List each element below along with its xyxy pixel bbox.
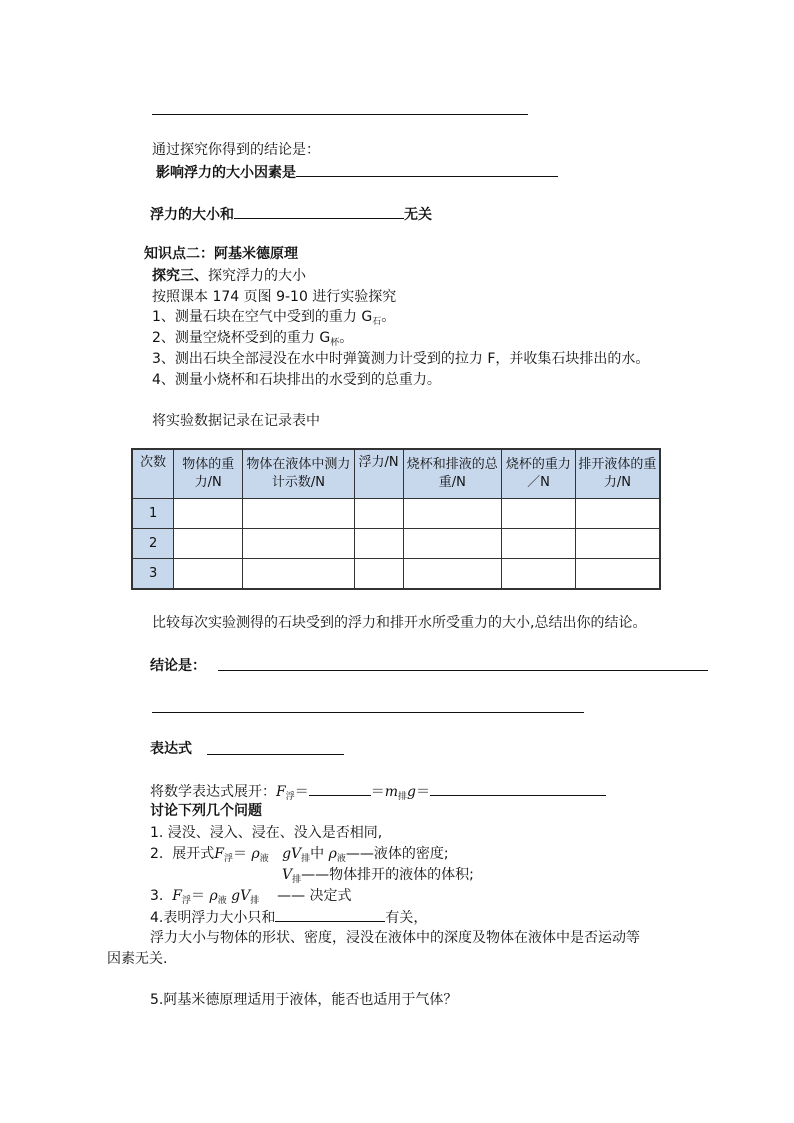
inquiry-title: 探究浮力的大小: [208, 268, 306, 284]
conclusion-blank[interactable]: [218, 670, 708, 671]
paragraph-line-2: 因素无关.: [107, 951, 168, 967]
record-prompt: 将实验数据记录在记录表中: [152, 413, 320, 429]
question-3: 3. $F_浮= \rho_液$ $gV_排$ —— 决定式: [150, 888, 352, 906]
question-2-line-2: $V_排——$物体排开的液体的体积;: [282, 867, 474, 885]
table-row: [132, 529, 660, 559]
data-cell[interactable]: [403, 559, 502, 590]
header-cell: 物体的重力/N: [174, 449, 243, 499]
compare-text: 比较每次实验测得的石块受到的浮力和排开水所受重力的大小,总结出你的结论。: [152, 615, 647, 631]
table-row: [132, 499, 660, 529]
header-cell: 烧杯和排液的总重/N: [403, 449, 502, 499]
data-cell[interactable]: [243, 499, 355, 529]
expression-label: 表达式: [150, 741, 192, 757]
inquiry-heading: [152, 265, 306, 285]
table-header-row: [132, 449, 660, 499]
header-cell: 烧杯的重力／N: [502, 449, 576, 499]
data-cell[interactable]: [575, 559, 660, 590]
data-cell[interactable]: [354, 529, 403, 559]
expression-blank[interactable]: [207, 754, 344, 755]
data-cell[interactable]: [243, 529, 355, 559]
row-index: 1: [132, 499, 174, 529]
instruction: 按照课本 174 页图 9-10 进行实验探究: [152, 289, 397, 305]
data-cell[interactable]: [575, 499, 660, 529]
data-cell[interactable]: [502, 499, 576, 529]
factor-label: 影响浮力的大小因素是: [156, 165, 296, 181]
header-cell: 排开液体的重力/N: [575, 449, 660, 499]
data-cell[interactable]: [354, 499, 403, 529]
conclusion-label: 结论是：: [150, 658, 206, 674]
data-cell[interactable]: [502, 559, 576, 590]
data-cell[interactable]: [403, 499, 502, 529]
buoy-prefix: 浮力的大小和: [150, 207, 234, 223]
data-cell[interactable]: [354, 559, 403, 590]
data-cell[interactable]: [403, 529, 502, 559]
discuss-title: 讨论下列几个问题: [150, 803, 262, 819]
buoy-blank[interactable]: [234, 203, 404, 219]
expand-blank-2[interactable]: [430, 780, 606, 796]
step-2: 2、测量空烧杯受到的重力 $G_杯$。: [152, 330, 354, 348]
expand-line: 将数学表达式展开：$F_浮= =m_排g=$: [150, 780, 606, 802]
paragraph-line-1: 浮力大小与物体的形状、密度，浸没在液体中的深度及物体在液体中是否运动等: [150, 930, 640, 946]
data-cell[interactable]: [174, 499, 243, 529]
header-cell: 浮力/N: [354, 449, 403, 499]
factor-blank[interactable]: [296, 161, 558, 177]
question-5: 5.阿基米德原理适用于液体，能否也适用于气体？: [150, 992, 458, 1008]
record-table: [131, 448, 661, 590]
question-4: 4.表明浮力大小只和 有关，: [150, 906, 427, 927]
step-1: 1、测量石块在空气中受到的重力 $G_石$。: [152, 309, 396, 327]
data-cell[interactable]: [174, 529, 243, 559]
section-title: 知识点二：阿基米德原理: [144, 246, 298, 262]
answer-line-top: [152, 114, 528, 115]
buoy-suffix: 无关: [404, 207, 432, 223]
factor-line: [156, 161, 558, 182]
header-cell: 次数: [132, 449, 174, 499]
buoy-line: [150, 203, 432, 224]
question-2: 2. 展开式$F_浮= \rho_液$ $gV_排$中 $\rho_液——$液体的密度;: [150, 846, 449, 864]
data-cell[interactable]: [174, 559, 243, 590]
step-3: 3、测出石块全部浸没在水中时弹簧测力计受到的拉力 F，并收集石块排出的水。: [152, 351, 650, 367]
expand-blank-1[interactable]: [309, 780, 371, 796]
data-cell[interactable]: [575, 529, 660, 559]
step-4: 4、测量小烧杯和石块排出的水受到的总重力。: [152, 372, 441, 388]
row-index: 2: [132, 529, 174, 559]
data-cell[interactable]: [243, 559, 355, 590]
data-cell[interactable]: [502, 529, 576, 559]
q4-blank[interactable]: [275, 906, 385, 922]
table-row: [132, 559, 660, 590]
row-index: 3: [132, 559, 174, 590]
inquiry-label: 探究三、: [152, 268, 208, 284]
conclusion-prompt: 通过探究你得到的结论是：: [152, 142, 320, 158]
header-cell: 物体在液体中测力计示数/N: [243, 449, 355, 499]
conclusion-blank-2[interactable]: [152, 712, 584, 713]
question-1: 1. 浸没、浸入、浸在、没入是否相同,: [150, 825, 383, 841]
